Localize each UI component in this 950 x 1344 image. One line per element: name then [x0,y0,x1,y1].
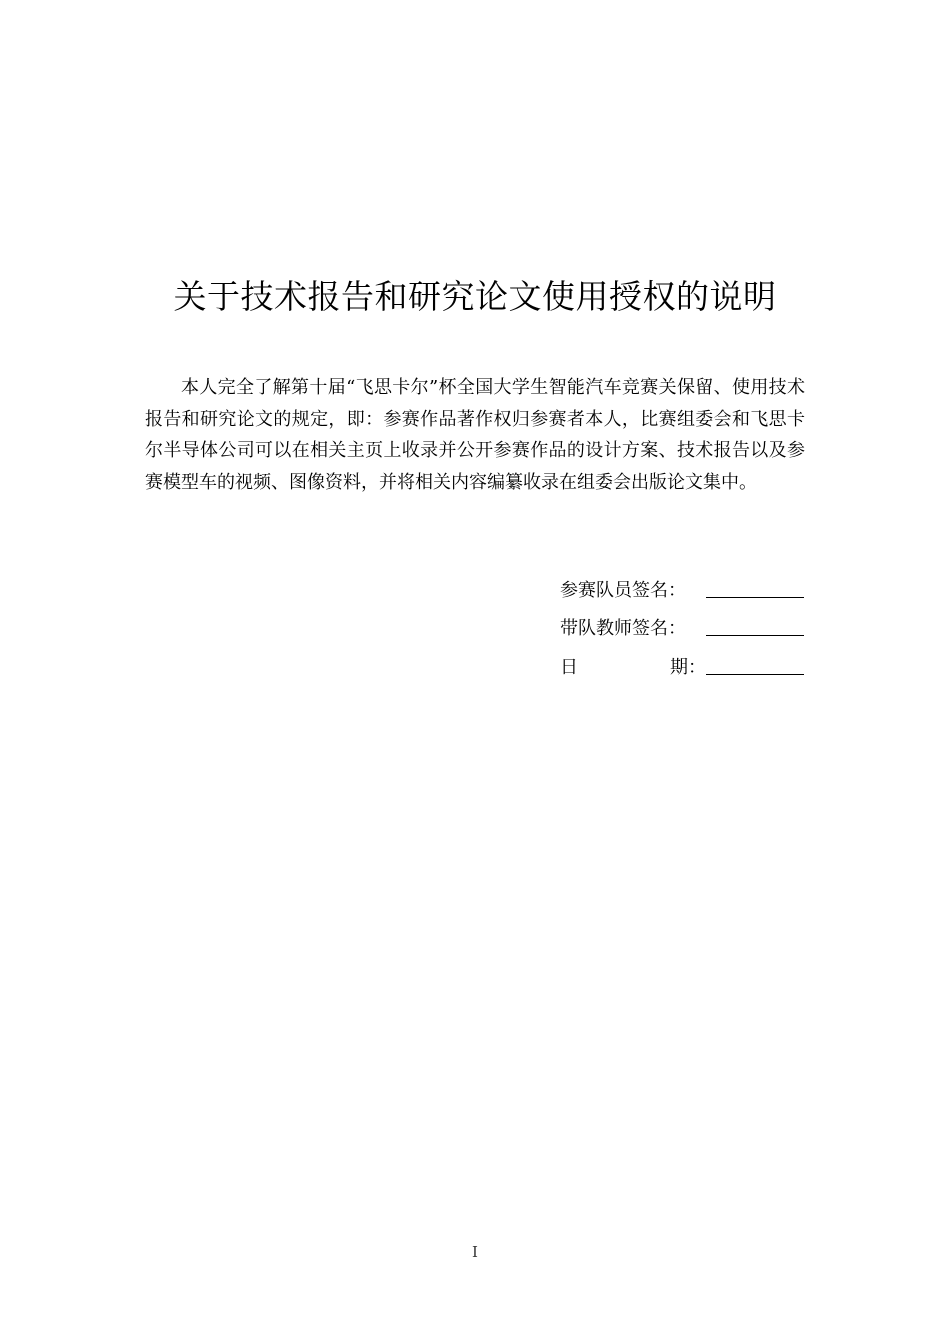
signature-block [560,563,810,679]
date-line[interactable] [706,652,804,675]
date-label-right: 期： [670,656,706,678]
authorization-paragraph: 本人完全了解第十届“飞思卡尔”杯全国大学生智能汽车竞赛关保留、使用技术报告和研究论文的规定，即：参赛作品著作权归参赛者本人，比赛组委会和飞思卡尔半导体公司可以在相关主页上收录并公开参赛作品的设计方案、技术报告以及参赛模型车的视频、图像资料，并将相关内容编纂收录在组委会出版论文集中。 [145,377,805,493]
team-member-signature-label: 参赛队员签名： [560,579,686,601]
teacher-signature-line[interactable] [706,613,804,636]
date-label-left: 日 [560,656,578,678]
team-member-signature-row [560,563,810,602]
teacher-signature-label: 带队教师签名： [560,618,686,639]
document-title: 关于技术报告和研究论文使用授权的说明 [173,277,777,316]
date-row [560,640,810,679]
page-number: I [472,1243,478,1261]
team-member-signature-line[interactable] [706,575,804,598]
teacher-signature-row [560,602,810,641]
date-label [560,653,706,679]
